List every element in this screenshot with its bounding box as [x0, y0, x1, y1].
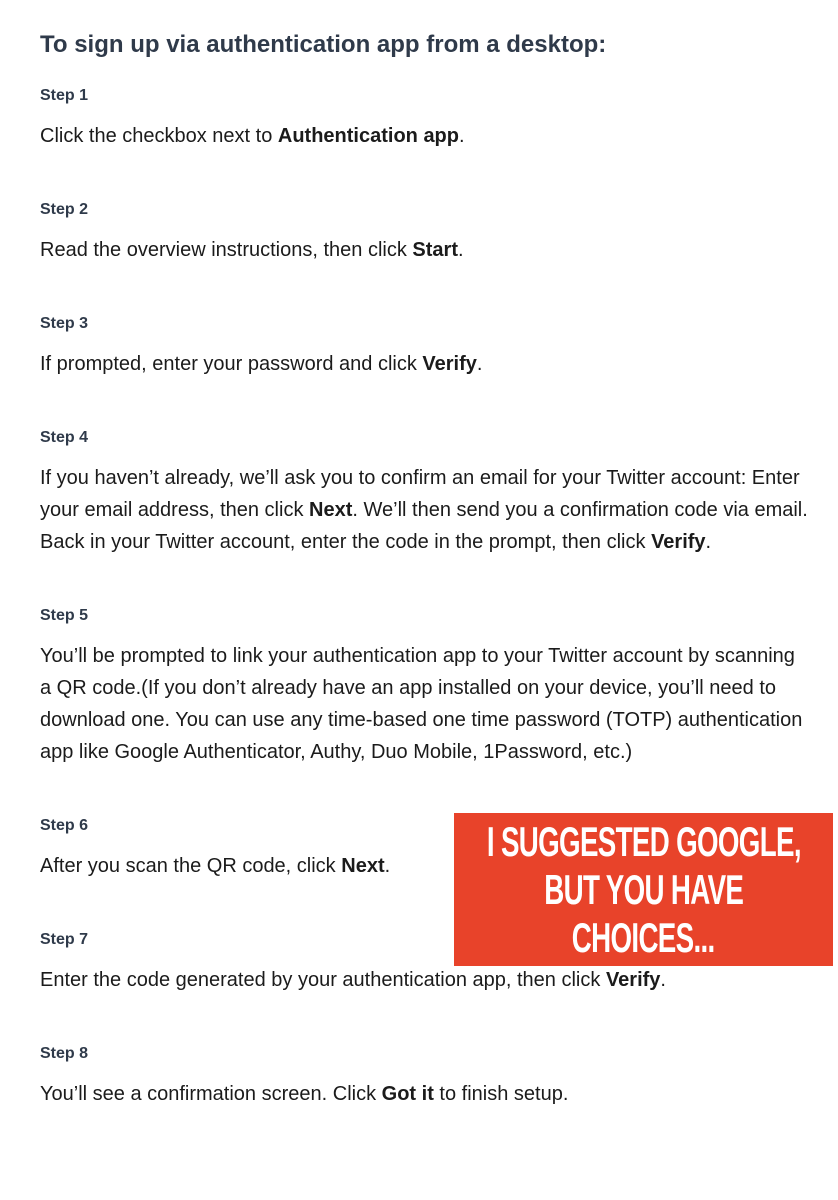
- text-segment: After you scan the QR code, click: [40, 855, 342, 877]
- text-segment: .: [660, 969, 666, 991]
- ui-term: Verify: [605, 969, 661, 991]
- text-segment: .: [705, 531, 712, 553]
- page-heading: To sign up via authentication app from a desktop:: [40, 31, 607, 58]
- text-segment: Read the overview instructions, then click: [40, 239, 413, 261]
- banner-line: I SUGGESTED GOOGLE,: [486, 817, 801, 865]
- text-segment: . We’ll then send you a confirmation code via email. Back in your Twitter account, enter the code in the prompt, then click: [40, 499, 808, 553]
- step-label: Step 6: [40, 817, 89, 834]
- text-segment: Enter the code generated by your authentication app, then click: [40, 969, 606, 991]
- step-label: Step 5: [40, 607, 89, 624]
- step-text: [40, 640, 810, 768]
- step-2: [40, 200, 810, 266]
- step-label: Step 8: [40, 1045, 89, 1062]
- ui-term: Verify: [651, 531, 706, 553]
- step-label: Step 3: [40, 315, 89, 332]
- text-segment: to finish setup.: [433, 1083, 569, 1105]
- step-text: [40, 348, 810, 380]
- step-text: [40, 234, 810, 266]
- ui-term: Next: [341, 855, 385, 877]
- ui-term: Verify: [422, 353, 477, 375]
- step-text: [40, 964, 810, 996]
- ui-term: Got it: [381, 1083, 434, 1105]
- text-segment: You’ll see a confirmation screen. Click: [40, 1083, 382, 1105]
- step-4: [40, 428, 810, 558]
- text-segment: .: [476, 353, 483, 375]
- text-segment: You’ll be prompted to link your authentication app to your Twitter account by scanning a QR code.(If you don’t already have an app installed on your device, you’ll need to download one. You can use any time-based one time password (TOTP) authentication app like Google Authenticator, Authy, Duo Mobile, 1Password, etc.): [40, 645, 803, 763]
- text-segment: If you haven’t already, we’ll ask you to confirm an email for your Twitter account: Enter your email address, then click: [40, 467, 800, 521]
- step-text: [40, 120, 810, 152]
- step-label: Step 1: [40, 87, 89, 104]
- text-segment: .: [457, 239, 464, 261]
- text-segment: .: [459, 125, 465, 147]
- banner-line: CHOICES...: [572, 913, 715, 961]
- step-3: [40, 314, 810, 380]
- step-5: [40, 606, 810, 768]
- step-text: [40, 462, 810, 558]
- text-segment: .: [384, 855, 391, 877]
- step-text: [40, 1078, 810, 1110]
- ui-term: Authentication app: [277, 125, 459, 147]
- text-segment: Click the checkbox next to: [40, 125, 278, 147]
- step-label: Step 7: [40, 931, 89, 948]
- text-segment: If prompted, enter your password and click: [40, 353, 423, 375]
- step-label: Step 2: [40, 201, 89, 218]
- step-1: [40, 86, 810, 152]
- step-label: Step 4: [40, 429, 89, 446]
- banner-line: BUT YOU HAVE: [544, 865, 743, 913]
- step-8: [40, 1044, 810, 1110]
- annotation-banner: [454, 813, 833, 966]
- ui-term: Start: [412, 239, 458, 261]
- ui-term: Next: [309, 499, 353, 521]
